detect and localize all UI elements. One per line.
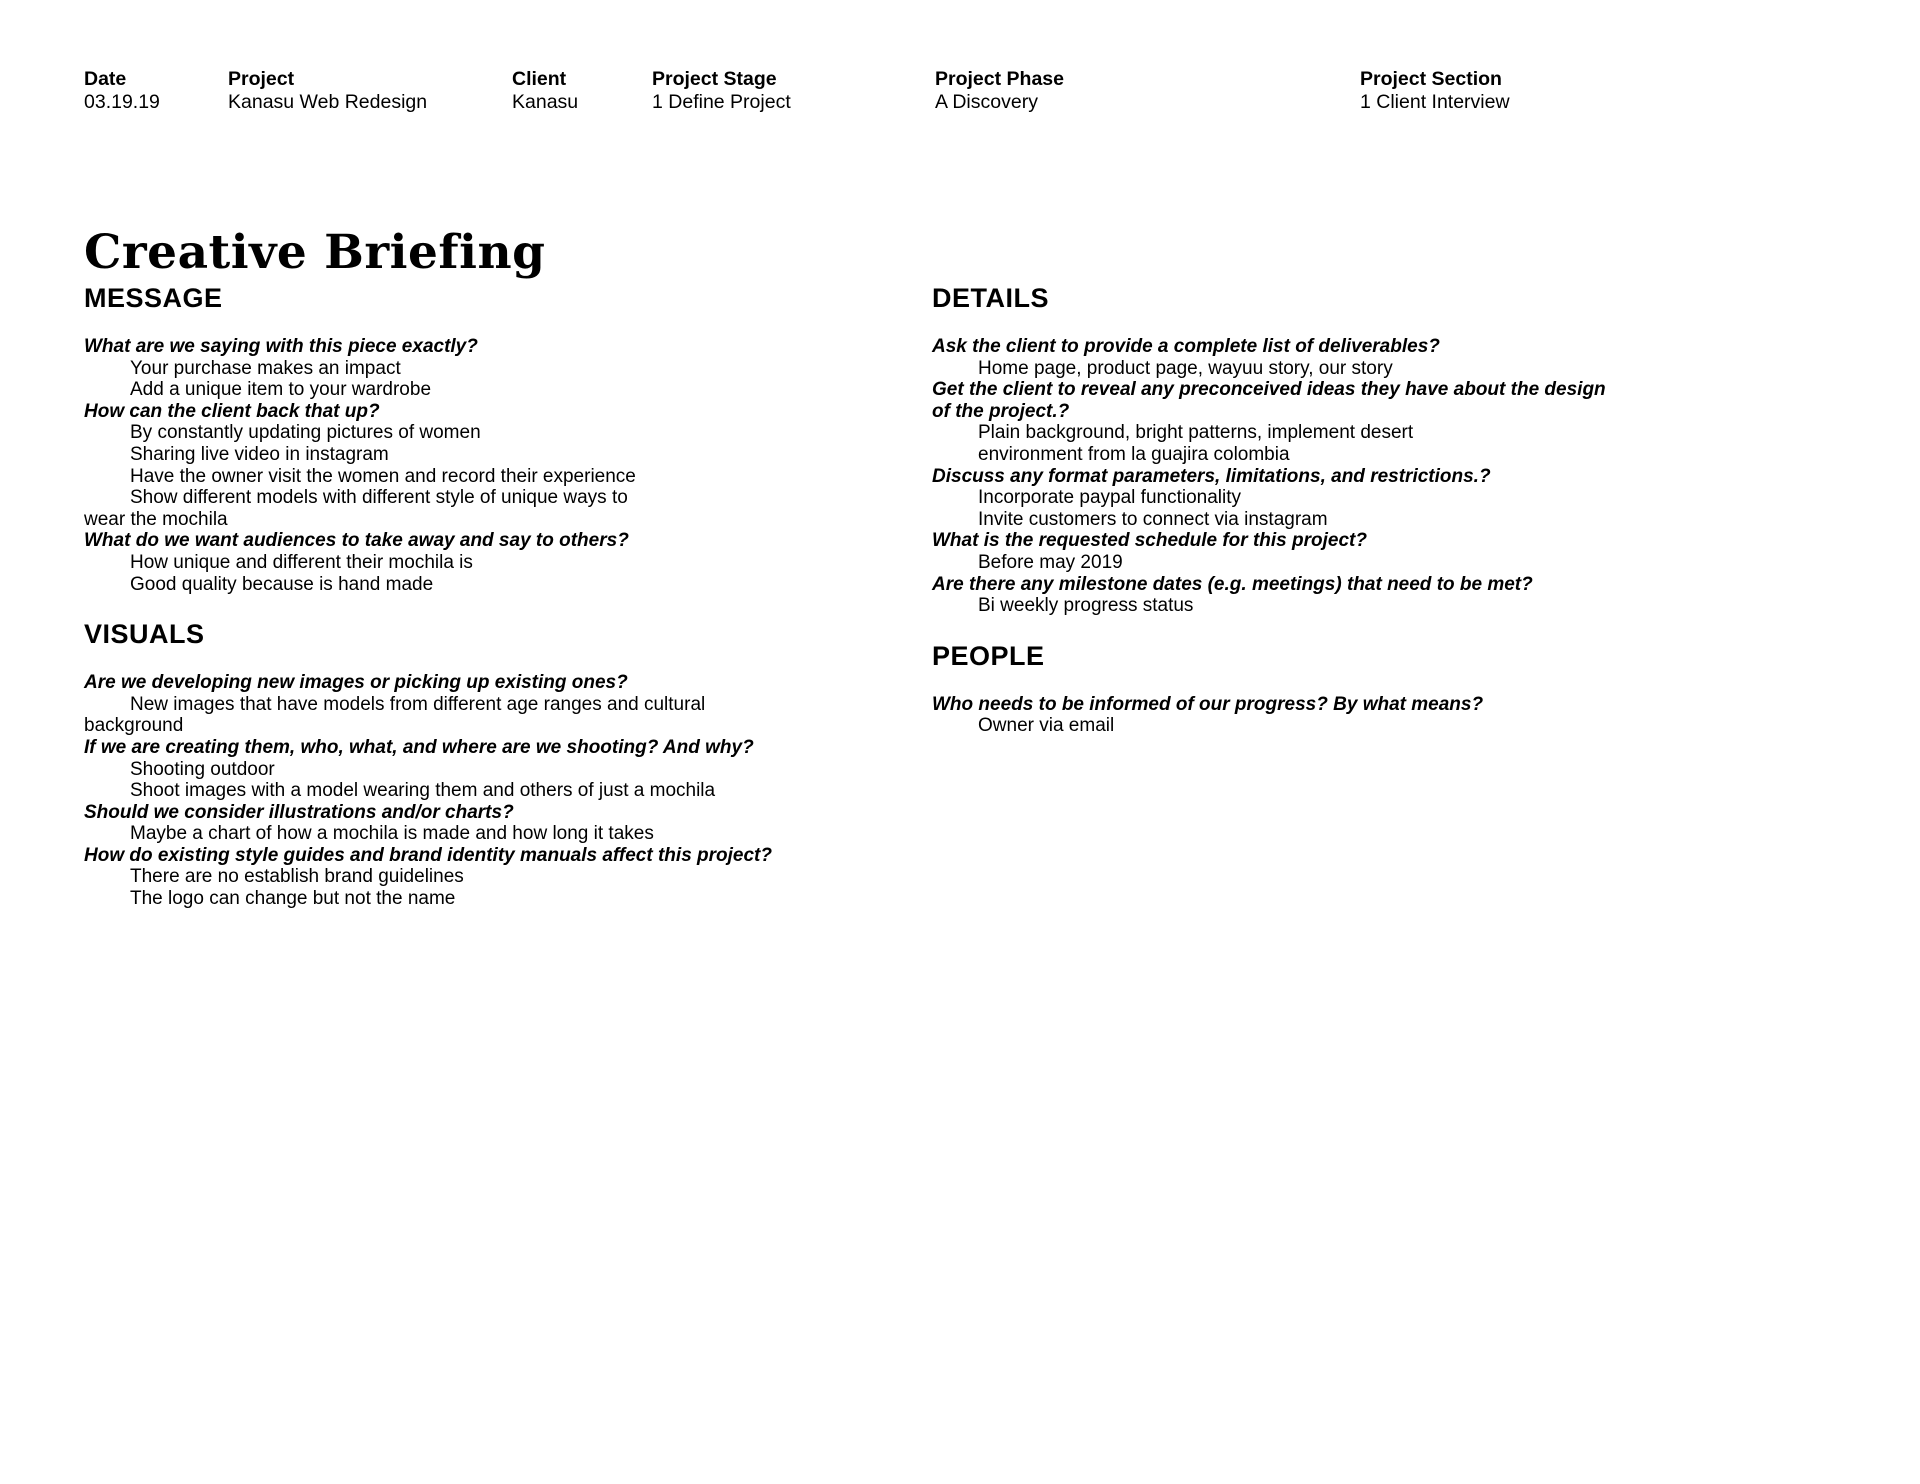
question-line: Ask the client to provide a complete list of deliverables? (932, 336, 1440, 357)
answer-line: Invite customers to connect via instagram (978, 508, 1328, 530)
answer-line: Plain background, bright patterns, implement desert (978, 422, 1414, 444)
field-value: 1 Define Project (652, 91, 791, 113)
answer-line: wear the mochila (84, 508, 228, 530)
section-visuals (84, 619, 904, 910)
answer-line: Incorporate paypal functionality (978, 487, 1241, 509)
header-field-project-section (1360, 68, 1510, 114)
answer-line: Add a unique item to your wardrobe (130, 379, 432, 401)
answer-line: Maybe a chart of how a mochila is made and how long it takes (130, 823, 654, 845)
field-value: Kanasu (512, 91, 579, 113)
answer-line: Good quality because is hand made (130, 573, 434, 595)
question-line: What are we saying with this piece exactly? (84, 336, 478, 357)
field-value: Kanasu Web Redesign (228, 91, 428, 113)
left-column (84, 283, 904, 934)
answer-line: Before may 2019 (978, 551, 1123, 573)
question-line: If we are creating them, who, what, and where are we shooting? And why? (84, 736, 754, 758)
section-details (932, 283, 1832, 617)
field-label: Client (512, 68, 567, 90)
section-heading: PEOPLE (932, 640, 1045, 671)
field-value: 1 Client Interview (1360, 91, 1510, 113)
answer-line: How unique and different their mochila is (130, 551, 473, 573)
header-field-project-stage (652, 68, 791, 114)
question-line: How can the client back that up? (84, 400, 380, 422)
question-line: Discuss any format parameters, limitations, and restrictions.? (932, 465, 1491, 487)
section-heading: MESSAGE (84, 283, 223, 313)
answer-line: By constantly updating pictures of women (130, 422, 481, 444)
answer-line: The logo can change but not the name (130, 888, 456, 910)
question-line: What do we want audiences to take away and say to others? (84, 530, 629, 552)
field-value: 03.19.19 (84, 91, 160, 113)
answer-line: There are no establish brand guidelines (130, 866, 464, 888)
question-line: What is the requested schedule for this project? (932, 530, 1367, 552)
field-label: Project Phase (935, 68, 1064, 90)
section-people (932, 641, 1832, 737)
answer-line: Shoot images with a model wearing them and others of just a mochila (130, 780, 716, 802)
answer-line: Shooting outdoor (130, 758, 275, 780)
header-field-date (84, 68, 160, 114)
header-field-project (228, 68, 427, 114)
section-message (84, 283, 904, 595)
section-heading: DETAILS (932, 283, 1049, 313)
field-value: A Discovery (935, 91, 1038, 113)
field-label: Project Stage (652, 68, 777, 90)
right-column (932, 283, 1832, 761)
answer-line: background (84, 715, 184, 737)
section-heading: VISUALS (84, 619, 205, 650)
answer-line: New images that have models from different age ranges and cultural (130, 693, 706, 715)
answer-line: Owner via email (978, 715, 1115, 737)
question-line: How do existing style guides and brand identity manuals affect this project? (84, 844, 772, 866)
field-label: Project Section (1360, 68, 1502, 90)
answer-line: environment from la guajira colombia (978, 443, 1290, 465)
answer-line: Show different models with different style of unique ways to (130, 487, 628, 509)
answer-line: Home page, product page, wayuu story, our story (978, 357, 1393, 379)
header-field-project-phase (935, 68, 1064, 114)
field-label: Project (228, 68, 295, 90)
header-field-client (512, 68, 578, 114)
question-line: Are there any milestone dates (e.g. meetings) that need to be met? (932, 573, 1533, 595)
answer-line: Sharing live video in instagram (130, 443, 389, 465)
question-line: Who needs to be informed of our progress? By what means? (932, 693, 1484, 715)
question-line: Should we consider illustrations and/or charts? (84, 801, 514, 823)
question-line: Are we developing new images or picking up existing ones? (84, 672, 628, 694)
field-label: Date (84, 68, 127, 90)
answer-line: Have the owner visit the women and record their experience (130, 465, 636, 487)
question-line: of the project.? (932, 400, 1070, 422)
answer-line: Your purchase makes an impact (130, 357, 401, 379)
page-title: Creative Briefing (84, 225, 546, 281)
question-line: Get the client to reveal any preconceived ideas they have about the design (932, 379, 1606, 401)
answer-line: Bi weekly progress status (978, 595, 1194, 617)
